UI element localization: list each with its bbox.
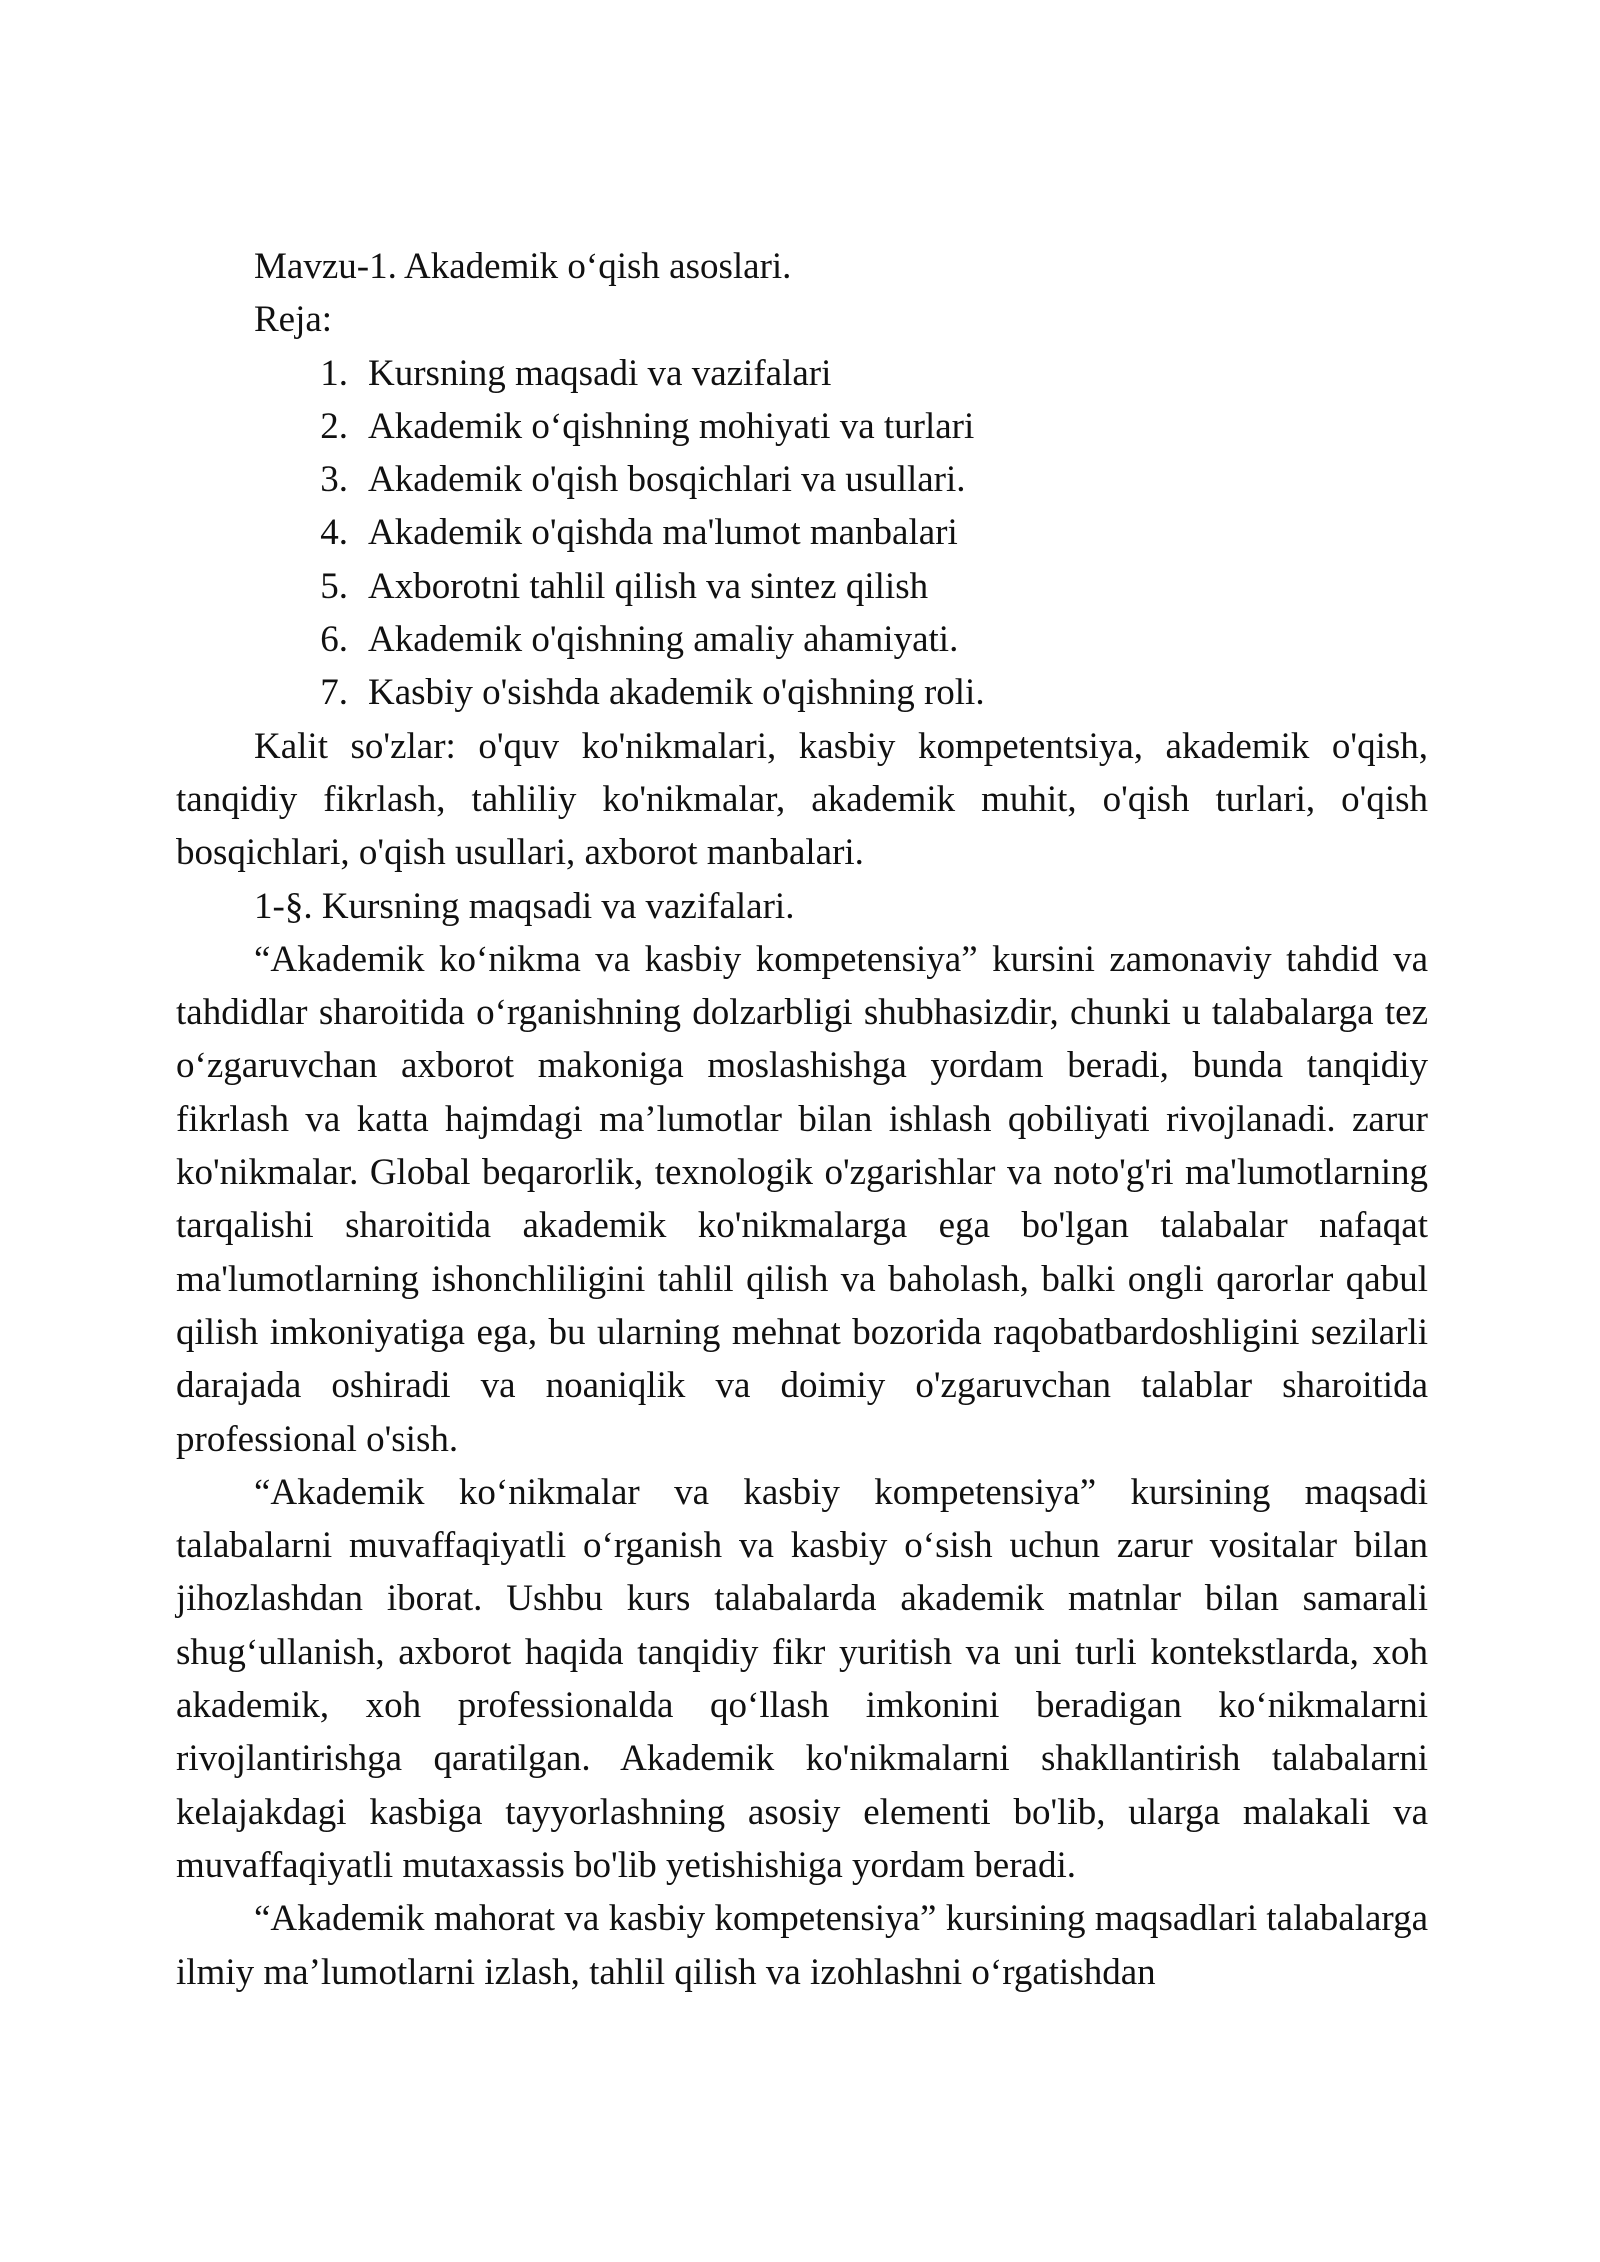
plan-item-text: Kasbiy o'sishda akademik o'qishning roli. bbox=[368, 672, 985, 714]
body-paragraph: “Akademik ko‘nikmalar va kasbiy kompetensiya” kursining maqsadi talabalarni muvaffaqiyatli o‘rganish va kasbiy o‘sish uchun zarur vositalar bilan jihozlashdan iborat. Ushbu kurs talabalarda akademik matnlar bilan samarali shug‘ullanish, axborot haqida tanqidiy fikr yuritish va uni turli kontekstlarda, xoh akademik, xoh professionalda qo‘llash imkonini beradigan ko‘nikmalarni rivojlantirishga qaratilgan. Akademik ko'nikmalarni shakllantirish talabalarni kelajakdagi kasbiga tayyorlashning asosiy elementi bo'lib, ularga malakali va muvaffaqiyatli mutaxassis bo'lib yetishishiga yordam beradi. bbox=[176, 1471, 1428, 1886]
plan-item-number: 5. bbox=[320, 565, 348, 607]
page-title: Mavzu-1. Akademik o‘qish asoslari. bbox=[254, 246, 792, 287]
plan-item-number: 3. bbox=[320, 459, 348, 501]
plan-item-text: Kursning maqsadi va vazifalari bbox=[368, 352, 832, 394]
plan-item-number: 2. bbox=[320, 405, 348, 447]
plan-item bbox=[176, 506, 1428, 559]
plan-item bbox=[176, 560, 1428, 613]
plan-item bbox=[176, 613, 1428, 666]
plan-item-number: 1. bbox=[320, 352, 348, 394]
document-page bbox=[176, 240, 1428, 1999]
plan-item-text: Akademik o'qish bosqichlari va usullari. bbox=[368, 459, 966, 501]
plan-item bbox=[176, 666, 1428, 719]
plan-item bbox=[176, 347, 1428, 400]
keywords-paragraph: Kalit so'zlar: o'quv ko'nikmalari, kasbiy kompetentsiya, akademik o'qish, tanqidiy fikrlash, tahliliy ko'nikmalar, akademik muhit, o'qish turlari, o'qish bosqichlari, o'qish usullari, axborot manbalari. bbox=[176, 725, 1428, 874]
plan-item-number: 6. bbox=[320, 619, 348, 661]
plan-item-text: Akademik o‘qishning mohiyati va turlari bbox=[368, 405, 975, 447]
plan-list bbox=[176, 347, 1428, 720]
body-paragraph: “Akademik ko‘nikma va kasbiy kompetensiya” kursini zamonaviy tahdid va tahdidlar sharoitida o‘rganishning dolzarbligi shubhasizdir, chunki u talabalarga tez o‘zgaruvchan axborot makoniga moslashishga yordam beradi, bunda tanqidiy fikrlash va katta hajmdagi ma’lumotlar bilan ishlash qobiliyati rivojlanadi. zarur ko'nikmalar. Global beqarorlik, texnologik o'zgarishlar va noto'g'ri ma'lumotlarning tarqalishi sharoitida akademik ko'nikmalarga ega bo'lgan talabalar nafaqat ma'lumotlarning ishonchliligini tahlil qilish va baholash, balki ongli qarorlar qabul qilish imkoniyatiga ega, bu ularning mehnat bozorida raqobatbardoshligini sezilarli darajada oshiradi va noaniqlik va doimiy o'zgaruvchan talablar sharoitida professional o'sish. bbox=[176, 938, 1428, 1460]
body-paragraph: “Akademik mahorat va kasbiy kompetensiya” kursining maqsadlari talabalarga ilmiy ma’lumotlarni izlash, tahlil qilish va izohlashni o‘rgatishdan bbox=[176, 1898, 1428, 1993]
plan-item-text: Akademik o'qishning amaliy ahamiyati. bbox=[368, 619, 959, 661]
plan-item bbox=[176, 453, 1428, 506]
plan-item-text: Akademik o'qishda ma'lumot manbalari bbox=[368, 512, 958, 554]
plan-item bbox=[176, 400, 1428, 453]
section-heading: 1-§. Kursning maqsadi va vazifalari. bbox=[254, 885, 795, 927]
plan-item-text: Axborotni tahlil qilish va sintez qilish bbox=[368, 565, 929, 607]
plan-label: Reja: bbox=[254, 299, 333, 341]
plan-item-number: 4. bbox=[320, 512, 348, 554]
plan-item-number: 7. bbox=[320, 672, 348, 714]
